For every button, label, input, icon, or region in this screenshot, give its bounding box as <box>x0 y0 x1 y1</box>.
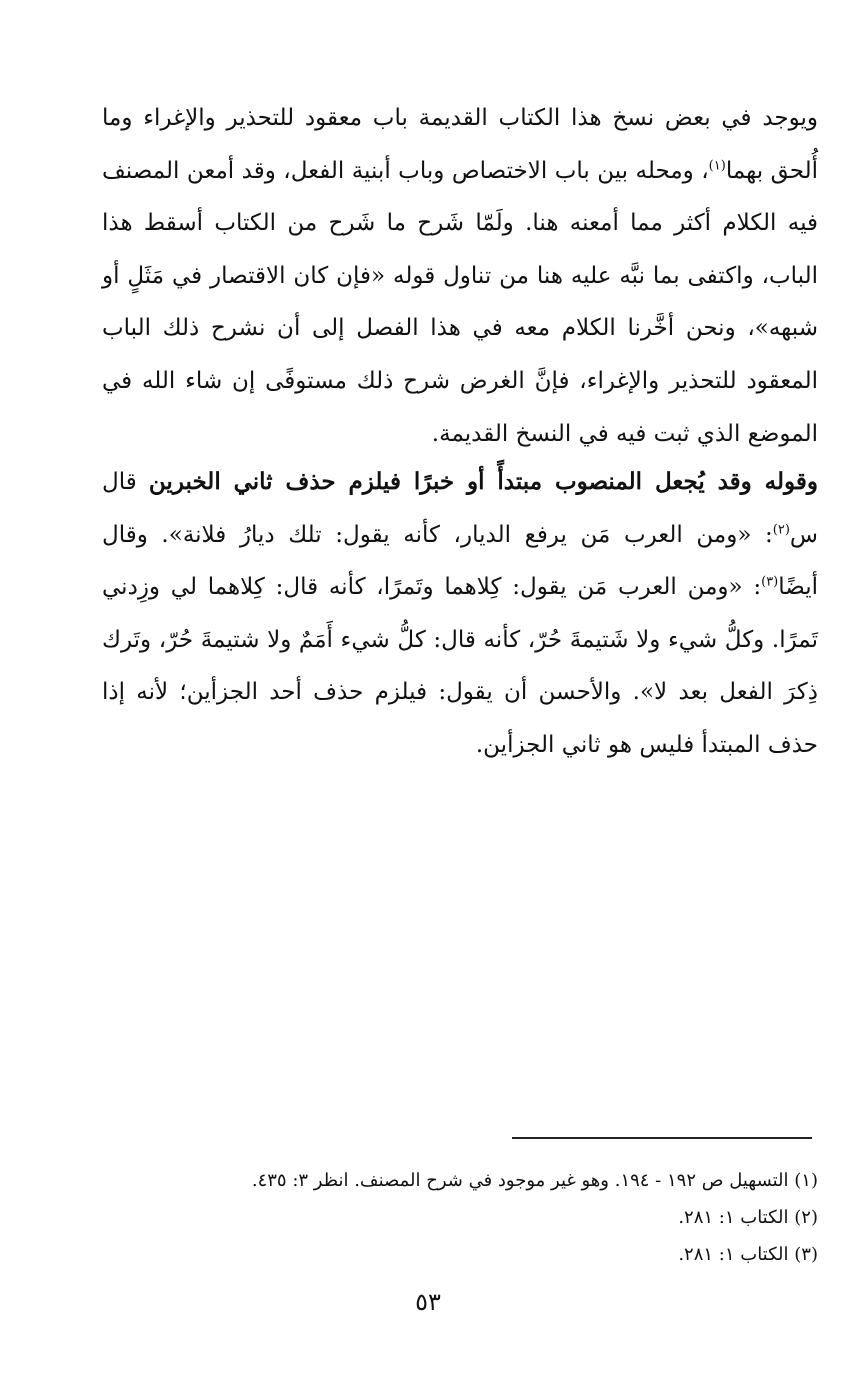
footnote-2: (٢) الكتاب ١: ٢٨١. <box>678 1207 818 1228</box>
paragraph-2-text-a: قال س <box>102 469 818 548</box>
footnote-ref-2: (٢) <box>772 521 790 537</box>
paragraph-2 <box>102 456 818 772</box>
paragraph-2-text <box>102 456 818 772</box>
paragraph-2-lead: وقوله وقد يُجعل المنصوب مبتدأً أو خبرًا فيلزم حذف ثاني الخبرين <box>148 468 818 495</box>
paragraph-1-text-a: ويوجد في بعض نسخ هذا الكتاب القديمة باب معقود للتحذير والإغراء وما أُلحق بهما <box>102 105 819 184</box>
footnote-1: (١) التسهيل ص ١٩٢ - ١٩٤. وهو غير موجود في شرح المصنف. انظر ٣: ٤٣٥. <box>251 1170 818 1191</box>
footnote-separator <box>512 1137 812 1139</box>
footnote-3: (٣) الكتاب ١: ٢٨١. <box>678 1244 818 1265</box>
paragraph-1 <box>102 92 818 460</box>
page-number: ٥٣ <box>415 1288 441 1316</box>
footnote-ref-3: (٣) <box>761 574 779 590</box>
paragraph-2-text-b: : «ومن العرب مَن يرفع الديار، كأنه يقول: تلك ديارُ فلانة». وقال أيضًا <box>102 521 818 601</box>
paragraph-2-text-c: : «ومن العرب مَن يقول: كِلاهما وتَمرًا، كأنه قال: كِلاهما لي وزِدني تَمرًا. وكلُّ شيء ولا شَتيمةَ حُرّ، كأنه قال: كلُّ شيء أَمَمٌ ولا شتيمةَ حُرّ، وتَرك ذِكرَ الفعل بعد لا». والأحسن أن يقول: فيلزم حذف أحد الجزأين؛ لأنه إذا حذف المبتدأ فليس هو ثاني الجزأين. <box>102 574 818 758</box>
paragraph-1-text <box>102 92 818 460</box>
footnotes <box>102 1162 818 1273</box>
footnote-ref-1: (١) <box>708 157 726 173</box>
paragraph-1-text-b: ، ومحله بين باب الاختصاص وباب أبنية الفعل، وقد أمعن المصنف فيه الكلام أكثر مما أمعنه هنا. ولَمّا شَرح ما شَرح من الكتاب أسقط هذا الباب، واكتفى بما نبَّه عليه هنا من تناول قوله «فإن كان الاقتصار في مَثَلٍ أو شبهه»، ونحن أخَّرنا الكلام معه في هذا الفصل إلى أن نشرح ذلك الباب المعقود للتحذير والإغراء، فإنَّ الغرض شرح ذلك مستوفًى إن شاء الله في الموضع الذي ثبت فيه في النسخ القديمة. <box>102 157 818 447</box>
